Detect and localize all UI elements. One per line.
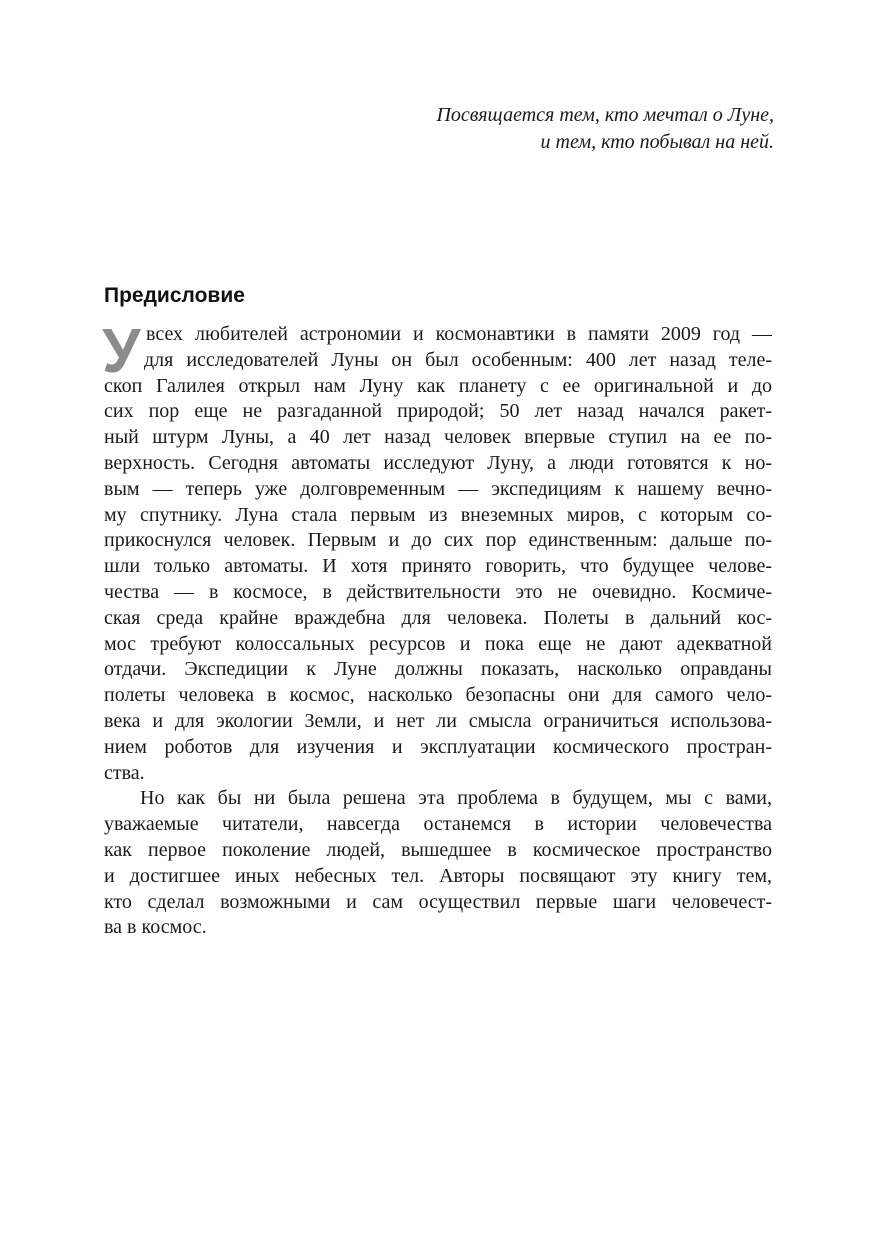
text-line: прикоснулся человек. Первым и до сих пор единственным: дальше по- bbox=[104, 529, 772, 552]
text-line: для исследователей Луны он был особенным: 400 лет назад теле- bbox=[144, 348, 772, 371]
text-line: ный штурм Луны, а 40 лет назад человек впервые ступил на ее по- bbox=[104, 426, 772, 449]
text-line: верхность. Сегодня автоматы исследуют Луну, а люди готовятся к но- bbox=[104, 451, 772, 474]
text-line: мос требуют колоссальных ресурсов и пока еще не дают адекватной bbox=[104, 632, 772, 655]
text-line: полеты человека в космос, насколько безопасны они для самого чело- bbox=[104, 684, 772, 707]
text-line: как первое поколение людей, вышедшее в космическое пространство bbox=[104, 838, 772, 861]
text-line: му спутнику. Луна стала первым из внеземных миров, с которым со- bbox=[104, 503, 772, 526]
epigraph bbox=[214, 102, 774, 156]
epigraph-line: и тем, кто побывал на ней. bbox=[540, 131, 774, 153]
text-line: кто сделал возможными и сам осуществил первые шаги человечест- bbox=[104, 890, 772, 913]
text-line: ства. bbox=[104, 761, 145, 784]
body-text bbox=[102, 317, 772, 941]
drop-cap: У bbox=[102, 317, 141, 386]
text-line: вым — теперь уже долговременным — экспедициям к нашему вечно- bbox=[104, 477, 772, 500]
section-heading: Предисловие bbox=[104, 284, 245, 307]
text-line: сих пор еще не разгаданной природой; 50 лет назад начался ракет- bbox=[104, 400, 772, 423]
text-line: чества — в космосе, в действительности это не очевидно. Космиче- bbox=[104, 580, 772, 603]
text-line: ва в космос. bbox=[104, 916, 207, 939]
text-line: века и для экологии Земли, и нет ли смысла ограничиться использова- bbox=[104, 709, 772, 732]
text-line: нием роботов для изучения и эксплуатации космического простран- bbox=[104, 735, 772, 758]
text-line: всех любителей астрономии и космонавтики в памяти 2009 год — bbox=[146, 323, 772, 345]
text-line: Но как бы ни была решена эта проблема в будущем, мы с вами, bbox=[140, 787, 772, 810]
text-line: шли только автоматы. И хотя принято говорить, что будущее челове- bbox=[104, 555, 772, 578]
text-line: уважаемые читатели, навсегда останемся в истории человечества bbox=[104, 813, 772, 836]
text-line: отдачи. Экспедиции к Луне должны показать, насколько оправданы bbox=[104, 658, 772, 681]
text-line: ская среда крайне враждебна для человека. Полеты в дальний кос- bbox=[104, 606, 772, 629]
text-line: и достигшее иных небесных тел. Авторы посвящают эту книгу тем, bbox=[104, 864, 772, 887]
text-line: скоп Галилея открыл нам Луну как планету с ее оригинальной и до bbox=[104, 374, 772, 397]
epigraph-line: Посвящается тем, кто мечтал о Луне, bbox=[436, 104, 774, 126]
